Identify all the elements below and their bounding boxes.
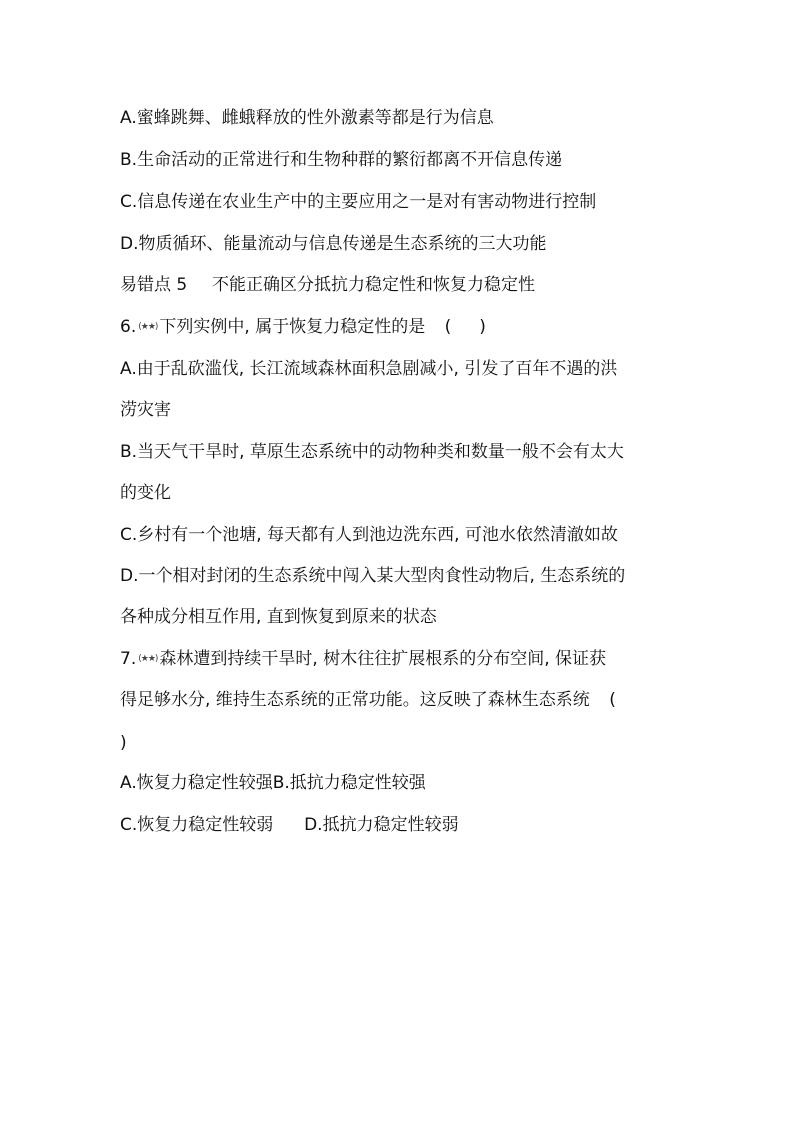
q7-paren-open: (	[609, 690, 616, 710]
q7-option-b: B.抵抗力稳定性较强	[272, 773, 426, 793]
q7-options-row-1	[120, 773, 426, 793]
q6-option-d-line1: D.一个相对封闭的生态系统中闯入某大型肉食性动物后, 生态系统的	[120, 566, 626, 586]
q6-difficulty-stars: (★★)	[138, 322, 158, 332]
q7-option-c: C.恢复力稳定性较弱	[120, 815, 274, 835]
q6-paren-open: (	[444, 317, 452, 337]
q6-option-b-line2: 的变化	[120, 483, 171, 503]
q6-number: 6.	[120, 317, 137, 337]
error-point-title: 不能正确区分抵抗力稳定性和恢复力稳定性	[212, 275, 536, 295]
q7-options-row-2	[120, 815, 459, 835]
error-point-label: 易错点 5	[120, 275, 188, 295]
q6-paren-close: )	[479, 317, 486, 337]
q7-stem-line2	[120, 690, 616, 710]
q5-option-d: D.物质循环、能量流动与信息传递是生态系统的三大功能	[120, 234, 547, 254]
q7-difficulty-stars: (★★)	[138, 654, 158, 664]
error-point-heading	[120, 275, 535, 295]
q7-stem-text-1: 森林遭到持续干旱时, 树木往往扩展根系的分布空间, 保证获	[159, 649, 607, 669]
q7-number: 7.	[120, 649, 137, 669]
q5-option-b: B.生命活动的正常进行和生物种群的繁衍都离不开信息传递	[120, 150, 563, 170]
q5-option-c: C.信息传递在农业生产中的主要应用之一是对有害动物进行控制	[120, 192, 597, 212]
q6-option-a-line2: 涝灾害	[120, 400, 171, 420]
q7-stem-text-2: 得足够水分, 维持生态系统的正常功能。这反映了森林生态系统	[120, 690, 590, 710]
q6-stem	[120, 317, 486, 337]
q6-option-d-line2: 各种成分相互作用, 直到恢复到原来的状态	[120, 607, 437, 627]
q5-option-a: A.蜜蜂跳舞、雌蛾释放的性外激素等都是行为信息	[120, 108, 494, 128]
q6-option-c: C.乡村有一个池塘, 每天都有人到池边洗东西, 可池水依然清澈如故	[120, 525, 618, 545]
q7-stem-line3	[120, 733, 127, 753]
q6-option-b-line1: B.当天气干旱时, 草原生态系统中的动物种类和数量一般不会有太大	[120, 442, 624, 462]
q6-option-a-line1: A.由于乱砍滥伐, 长江流域森林面积急剧减小, 引发了百年不遇的洪	[120, 359, 618, 379]
q7-stem-line1	[120, 649, 606, 669]
q7-paren-close: )	[120, 733, 127, 753]
q7-option-a: A.恢复力稳定性较强	[120, 773, 273, 793]
q6-stem-text: 下列实例中, 属于恢复力稳定性的是	[159, 317, 426, 337]
q7-option-d: D.抵抗力稳定性较弱	[304, 815, 459, 835]
